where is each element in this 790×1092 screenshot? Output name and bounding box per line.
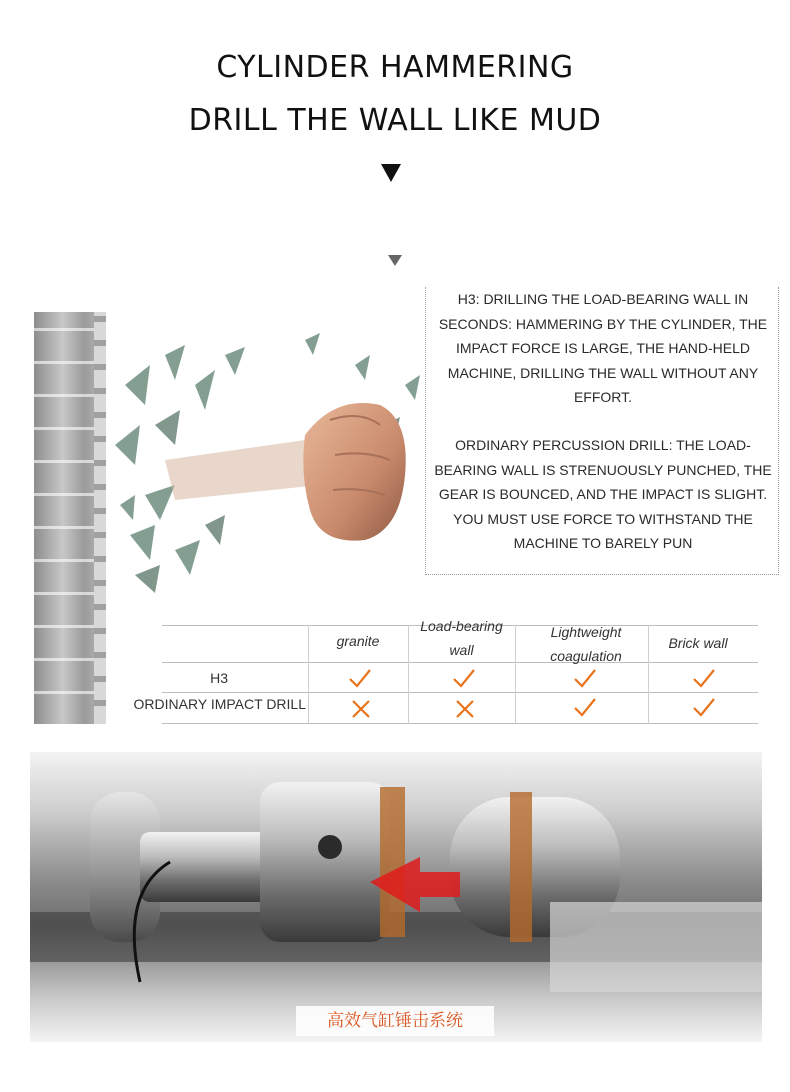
headline-line-1: CYLINDER HAMMERING xyxy=(216,50,574,85)
cross-icon xyxy=(452,698,478,720)
check-icon xyxy=(451,667,477,689)
photo-caption: 高效气缸锤击系统 xyxy=(296,1006,494,1036)
check-icon xyxy=(572,667,598,689)
check-icon xyxy=(572,696,598,718)
table-rule xyxy=(162,723,758,724)
description-box xyxy=(425,287,779,575)
check-icon xyxy=(691,696,717,718)
cross-icon xyxy=(348,698,374,720)
small-down-arrow-icon xyxy=(388,255,402,266)
ordinary-drill-description: ORDINARY PERCUSSION DRILL: THE LOAD-BEARING WALL IS STRENUOUSLY PUNCHED, THE GEAR IS BOUNCED, AND THE IMPACT IS SLIGHT. YOU MUST USE FORCE TO WITHSTAND THE MACHINE TO BARELY PUN xyxy=(434,437,772,551)
cylinder-mechanism-illustration xyxy=(30,752,762,1042)
col-header-brick-wall: Brick wall xyxy=(668,635,728,651)
table-divider xyxy=(515,625,516,724)
col-header-lightweight-coagulation: Lightweight coagulation xyxy=(550,624,622,664)
headline-line-2: DRILL THE WALL LIKE MUD xyxy=(188,103,602,138)
table-rule xyxy=(162,692,758,693)
cylinder-mechanism-photo xyxy=(30,752,762,1042)
col-header-granite: granite xyxy=(336,633,380,649)
table-rule xyxy=(162,662,758,663)
row-label-ordinary-impact-drill: ORDINARY IMPACT DRILL xyxy=(133,696,306,712)
check-icon xyxy=(691,667,717,689)
check-icon xyxy=(347,667,373,689)
col-header-load-bearing-wall: Load-bearing wall xyxy=(420,618,503,658)
row-label-h3: H3 xyxy=(210,670,228,686)
h3-description: H3: DRILLING THE LOAD-BEARING WALL IN SECONDS: HAMMERING BY THE CYLINDER, THE IMPACT FORCE IS LARGE, THE HAND-HELD MACHINE, DRILLING THE WALL WITHOUT ANY EFFORT. xyxy=(438,291,768,405)
down-arrow-icon xyxy=(381,164,401,182)
fist-breaking-wall-image xyxy=(105,325,435,600)
comparison-table xyxy=(133,618,758,724)
